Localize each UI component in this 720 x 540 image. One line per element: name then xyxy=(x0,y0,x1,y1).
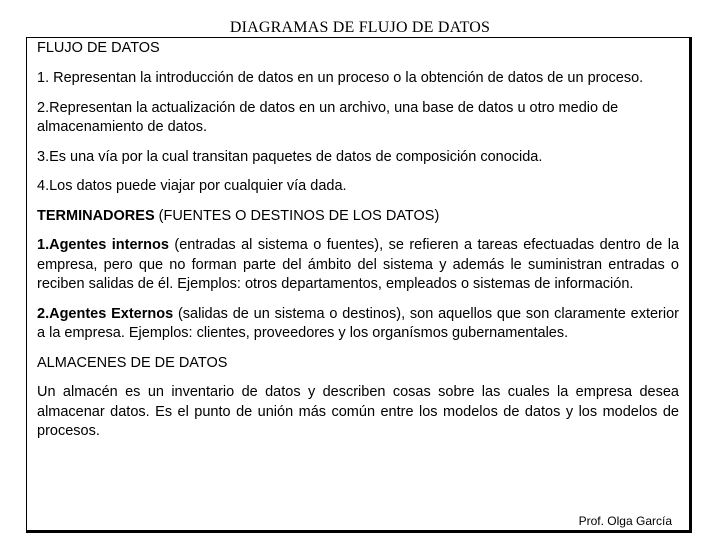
agentes-externos-label: 2.Agentes Externos xyxy=(37,305,174,322)
list-item: 1. Representan la introducción de datos en un proceso o la obtención de datos de un proceso. xyxy=(37,70,644,86)
author-footer: Prof. Olga García xyxy=(578,514,672,528)
list-item: 4.Los datos puede viajar por cualquier vía dada. xyxy=(37,178,347,194)
almacenes-paragraph: Un almacén es un inventario de datos y describen cosas sobre las cuales la empresa desea almacenar datos. Es el punto de unión más común entre los modelos de datos y los modelos de procesos. xyxy=(37,384,679,439)
list-item: 3.Es una vía por la cual transitan paquetes de datos de composición conocida. xyxy=(37,148,543,165)
content-body xyxy=(37,69,679,452)
agentes-internos-label: 1.Agentes internos xyxy=(37,237,169,253)
section-subtitle: FLUJO DE DATOS xyxy=(37,40,160,56)
agentes-internos-text: (entradas al sistema o fuentes), se refieren a tareas efectuadas dentro de la empresa, pero que no forman parte del ámbito del sistema y además le suministran entradas o reciben salidas de él. Ejemplos: otros departamentos, empleados o sistemas de información. xyxy=(37,237,680,292)
terminadores-heading-rest: (FUENTES O DESTINOS DE LOS DATOS) xyxy=(154,207,440,224)
terminadores-heading xyxy=(37,207,679,227)
slide-title: DIAGRAMAS DE FLUJO DE DATOS xyxy=(229,19,491,36)
list-item: 2.Representan la actualización de datos en un archivo, una base de datos u otro medio de almacenamiento de datos. xyxy=(37,99,619,135)
agentes-externos-paragraph xyxy=(37,305,679,344)
terminadores-heading-bold: TERMINADORES xyxy=(37,207,155,224)
agentes-internos-paragraph xyxy=(37,236,679,295)
agentes-externos-text: (salidas de un sistema o destinos), son aquellos que son claramente exterior a la empresa. Ejemplos: clientes, proveedores y los organísmos gubernamentales. xyxy=(37,305,679,341)
almacenes-heading: ALMACENES DE DE DATOS xyxy=(37,354,228,371)
